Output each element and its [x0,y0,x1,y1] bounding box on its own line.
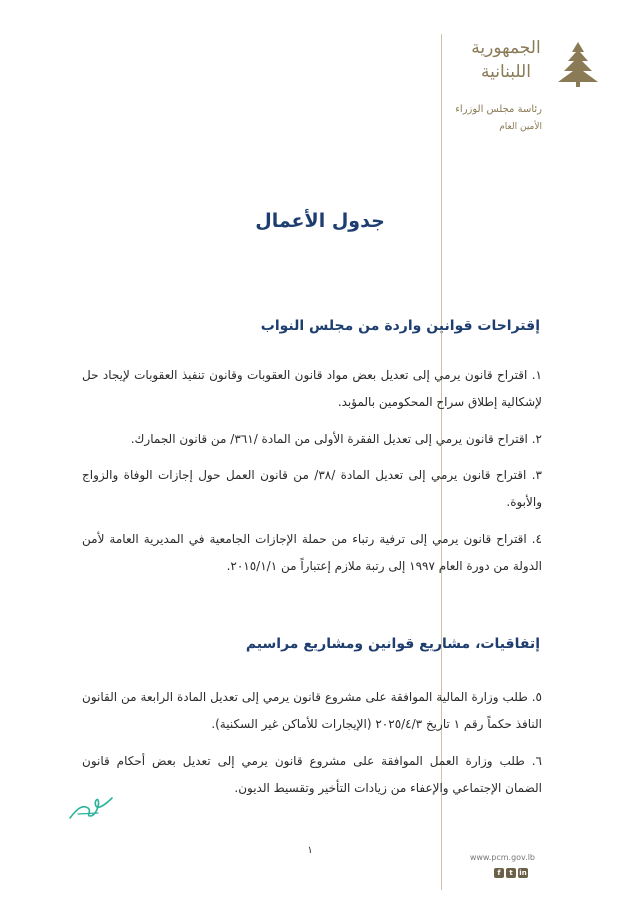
website-link[interactable]: www.pcm.gov.lb [469,853,535,862]
item-number: ٦. [531,754,542,768]
facebook-icon[interactable]: f [494,868,504,878]
linkedin-icon[interactable]: in [519,869,527,877]
item-text: اقتراح قانون يرمي إلى تعديل المادة /٣٨/ من قانون العمل حول إجازات الوفاة والزواج والأبوة. [82,468,542,509]
section-heading-proposals: إقتراحات قوانين واردة من مجلس النواب [260,318,540,334]
item-text: طلب وزارة العمل الموافقة على مشروع قانون يرمي إلى تعديل بعض أحكام قانون الضمان الإجتماعي والإعفاء من زيادات التأخير وتقسيط الديون. [82,754,542,795]
social-links [468,868,528,878]
item-text: اقتراح قانون يرمي إلى تعديل الفقرة الأولى من المادة /٣٦١/ من قانون الجمارك. [130,432,528,446]
republic-name-line2: اللبنانية [481,62,531,82]
agenda-item [82,426,542,453]
agenda-item [82,362,542,416]
item-number: ٤. [531,532,542,546]
agenda-item [82,748,542,802]
item-number: ٣. [531,468,542,482]
page-number: ١ [307,845,313,856]
item-number: ١. [531,368,542,382]
agenda-item [82,684,542,738]
agenda-item [82,462,542,516]
item-number: ٥. [531,690,542,704]
presidency-label: رئاسة مجلس الوزراء [455,104,542,115]
section-heading-agreements: إتفاقيات، مشاريع قوانين ومشاريع مراسيم [245,636,540,652]
agenda-item [82,526,542,580]
secretary-general-label: الأمين العام [499,122,542,132]
item-text: اقتراح قانون يرمي إلى ترفية رتباء من حملة الإجازات الجامعية في المديرية العامة لأمن الدولة من دورة العام ١٩٩٧ إلى رتبة ملازم إعتباراً من ٢٠١٥/١/١. [82,532,542,573]
item-text: اقتراح قانون يرمي إلى تعديل بعض مواد قانون العقوبات وقانون تنفيذ العقوبات لإيجاد حل لإشكالية إطلاق سراح المحكومين بالمؤبد. [82,368,542,409]
signature-icon [68,790,114,824]
cedar-logo-icon [553,40,603,88]
item-number: ٢. [531,432,542,446]
item-text: طلب وزارة المالية الموافقة على مشروع قانون يرمي إلى تعديل المادة الرابعة من القانون النافذ حكماً رقم ١ تاريخ ٢٠٢٥/٤/٣ (الإيجارات للأماكن غير السكنية). [82,690,542,731]
twitter-icon[interactable]: t [506,868,516,878]
republic-name-line1: الجمهورية [471,38,541,58]
page-title: جدول الأعمال [255,210,385,232]
